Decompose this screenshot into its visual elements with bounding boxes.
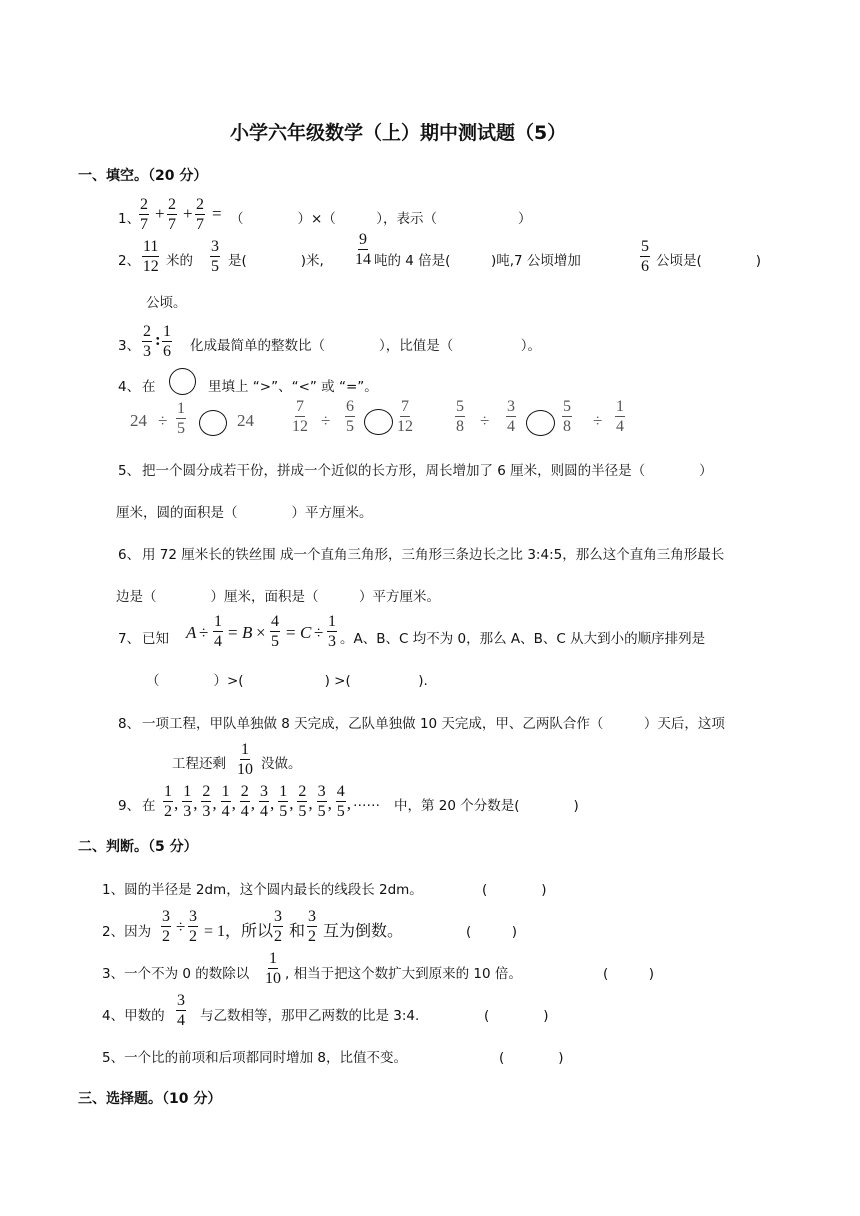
q1-fraction-2: 2 7 — [168, 196, 176, 233]
judge-2-post: 互为倒数。 — [323, 923, 404, 940]
q4-e1-fraction: 1 5 — [177, 400, 185, 437]
q9-fraction: 1 2 — [164, 783, 172, 820]
q9-fraction: 3 5 — [317, 783, 326, 820]
q7-pre: 已知 — [142, 631, 169, 647]
q2-fraction-4: 5 6 — [641, 238, 649, 275]
compare-circle[interactable] — [169, 368, 196, 395]
q9-comma: , — [193, 794, 198, 813]
q4-e3-fraction-4: 1 4 — [616, 398, 624, 435]
judge-3-fraction: 1 10 — [265, 950, 281, 987]
compare-circle[interactable] — [364, 409, 393, 435]
q2-number: 2、 — [118, 253, 141, 269]
q9-fraction: 2 3 — [202, 783, 211, 820]
q6-number: 6、 — [118, 547, 141, 563]
q4-e2-fraction-3: 7 12 — [397, 398, 413, 435]
q4-pre: 在 — [142, 379, 156, 395]
q8-fraction: 1 10 — [237, 741, 253, 778]
q9-comma: , — [270, 794, 275, 813]
q1-fraction-3: 2 7 — [196, 196, 204, 233]
q9-comma: , — [346, 794, 352, 813]
q9-comma: , — [231, 794, 236, 813]
q7-var-a: A — [186, 623, 197, 642]
q4-e1-op: ÷ — [158, 411, 168, 430]
q9-number: 9、 — [118, 798, 141, 814]
q8-number: 8、 — [118, 716, 141, 732]
q5-line-1: 把一个圆分成若干份，拼成一个近似的长方形，周长增加了 6 厘米，则圆的半径是（ ） — [142, 463, 713, 479]
q2-line-2: 公顷。 — [146, 295, 187, 311]
q4-e3-fraction-1: 5 8 — [456, 398, 464, 435]
q1-plus: + — [155, 204, 165, 223]
q9-fraction: 1 4 — [221, 783, 230, 820]
q7-line-2: （ ）>( ) >( ). — [146, 673, 428, 689]
q9-fraction: 3 4 — [260, 783, 268, 820]
q7-eq-1: = — [228, 623, 238, 642]
q3-fraction-2: 1 6 — [163, 323, 171, 360]
page-title: 小学六年级数学（上）期中测试题（5） — [230, 122, 567, 144]
q1-number: 1、 — [118, 211, 141, 227]
q8-pre: 工程还剩 — [172, 756, 226, 772]
compare-circle[interactable] — [526, 410, 555, 436]
compare-circle[interactable] — [199, 410, 227, 436]
q1-fraction-1: 2 7 — [140, 196, 148, 233]
q8-post: 没做。 — [261, 756, 302, 772]
q9-pre: 在 — [142, 798, 156, 814]
q4-number: 4、 — [118, 379, 141, 395]
q6-line-1: 用 72 厘米长的铁丝围 成一个直角三角形，三角形三条边长之比 3:4:5，那么这个直角三角形最长 — [142, 547, 725, 563]
judge-2-and: 和 — [289, 923, 306, 940]
q9-fraction: 2 5 — [298, 783, 307, 820]
q3-colon: : — [155, 330, 161, 349]
q7-var-c: C — [300, 623, 312, 642]
q9-comma: , — [212, 794, 217, 813]
q9-fraction: 1 5 — [279, 783, 288, 820]
q9-comma: , — [174, 794, 179, 813]
judge-2-fraction-4: 3 2 — [308, 908, 316, 945]
judge-2-div: ÷ — [176, 917, 186, 936]
q4-e2-fraction-2: 6 5 — [346, 398, 354, 435]
q7-fraction-2: 4 5 — [271, 613, 279, 650]
q9-fraction: 1 3 — [183, 783, 192, 820]
judge-5-answer[interactable]: ( ) — [499, 1050, 564, 1066]
judge-2-fraction-3: 3 2 — [274, 908, 282, 945]
judge-4-answer[interactable]: ( ) — [484, 1008, 549, 1024]
q4-e3-op-1: ÷ — [480, 411, 490, 430]
q2-text-1: 米的 — [166, 253, 193, 269]
q4-e3-op-2: ÷ — [593, 411, 603, 430]
q9-comma: , — [289, 794, 294, 813]
q1-text: （ ）×（ ），表示（ ） — [230, 211, 532, 227]
q7-div: ÷ — [199, 623, 209, 642]
q9-post: 中，第 20 个分数是( ) — [394, 798, 579, 814]
q3-text: 化成最简单的整数比（ ），比值是（ ）。 — [190, 338, 541, 354]
q4-e1-number-b: 24 — [237, 411, 254, 430]
section-heading-choice: 三、选择题。（10 分） — [78, 1091, 222, 1107]
q5-line-2: 厘米，圆的面积是（ ）平方厘米。 — [116, 505, 373, 521]
judge-4-fraction: 3 4 — [177, 992, 185, 1029]
q4-e3-fraction-3: 5 8 — [563, 398, 571, 435]
judge-4-post: 与乙数相等，那甲乙两数的比是 3:4. — [200, 1008, 420, 1024]
q4-e2-fraction-1: 7 12 — [292, 398, 308, 435]
q2-text-3: 吨的 4 倍是( )吨,7 公顷增加 — [374, 253, 581, 269]
q9-comma: , — [250, 794, 256, 813]
q1-equals: = — [212, 204, 222, 223]
judge-1-text: 1、圆的半径是 2dm，这个圆内最长的线段长 2dm。 — [102, 882, 423, 898]
judge-2-fraction-2: 3 2 — [189, 908, 197, 945]
section-heading-judge: 二、判断。（5 分） — [78, 839, 198, 855]
q7-number: 7、 — [118, 631, 141, 647]
judge-2-eq: = 1，所以 — [204, 923, 274, 940]
q2-fraction-3: 9 14 — [355, 231, 371, 268]
judge-3-pre: 3、一个不为 0 的数除以 — [102, 966, 250, 982]
q4-instruction: 里填上 “>”、“<” 或 “=”。 — [208, 379, 378, 395]
judge-5-text: 5、一个比的前项和后项都同时增加 8，比值不变。 — [102, 1050, 407, 1066]
judge-3-answer[interactable]: ( ) — [603, 966, 655, 982]
q7-text: 。A、B、C 均不为 0，那么 A、B、C 从大到小的顺序排列是 — [340, 631, 706, 647]
q2-text-4: 公顷是( ) — [656, 253, 762, 269]
q7-div-2: ÷ — [314, 623, 324, 642]
q1-plus: + — [183, 204, 193, 223]
q9-comma: , — [308, 794, 313, 813]
q7-times: × — [256, 623, 266, 642]
judge-2-fraction-1: 3 2 — [162, 908, 170, 945]
q9-dots: …… — [353, 794, 380, 810]
q9-comma: , — [327, 794, 332, 813]
q7-fraction-3: 1 3 — [328, 613, 336, 650]
q2-text-2: 是( )米, — [228, 253, 324, 269]
q4-e3-fraction-2: 3 4 — [507, 398, 515, 435]
q7-eq-2: = — [286, 623, 296, 642]
judge-2-answer[interactable]: ( ) — [466, 924, 518, 940]
q7-var-b: B — [242, 623, 253, 642]
q7-fraction-1: 1 4 — [214, 613, 222, 650]
section-heading-fill-in: 一、填空。（20 分） — [78, 168, 208, 184]
judge-4-pre: 4、甲数的 — [102, 1008, 165, 1024]
judge-2-pre: 2、因为 — [102, 924, 152, 940]
q2-fraction-2: 3 5 — [211, 238, 219, 275]
q6-line-2: 边是（ ）厘米，面积是（ ）平方厘米。 — [116, 589, 440, 605]
q5-number: 5、 — [118, 463, 141, 479]
q9-fraction: 4 5 — [336, 783, 345, 820]
q8-line-1: 一项工程，甲队单独做 8 天完成，乙队单独做 10 天完成，甲、乙两队合作（ ）天后，这项 — [142, 716, 725, 732]
q9-fraction: 2 4 — [240, 783, 249, 820]
judge-1-answer[interactable]: ( ) — [482, 882, 547, 898]
q4-e2-op: ÷ — [321, 411, 331, 430]
q3-number: 3、 — [118, 338, 141, 354]
q2-fraction-1: 11 12 — [142, 238, 159, 275]
q4-e1-number: 24 — [130, 411, 147, 430]
q3-fraction-1: 2 3 — [143, 323, 151, 360]
judge-3-post: , 相当于把这个数扩大到原来的 10 倍。 — [285, 966, 522, 982]
